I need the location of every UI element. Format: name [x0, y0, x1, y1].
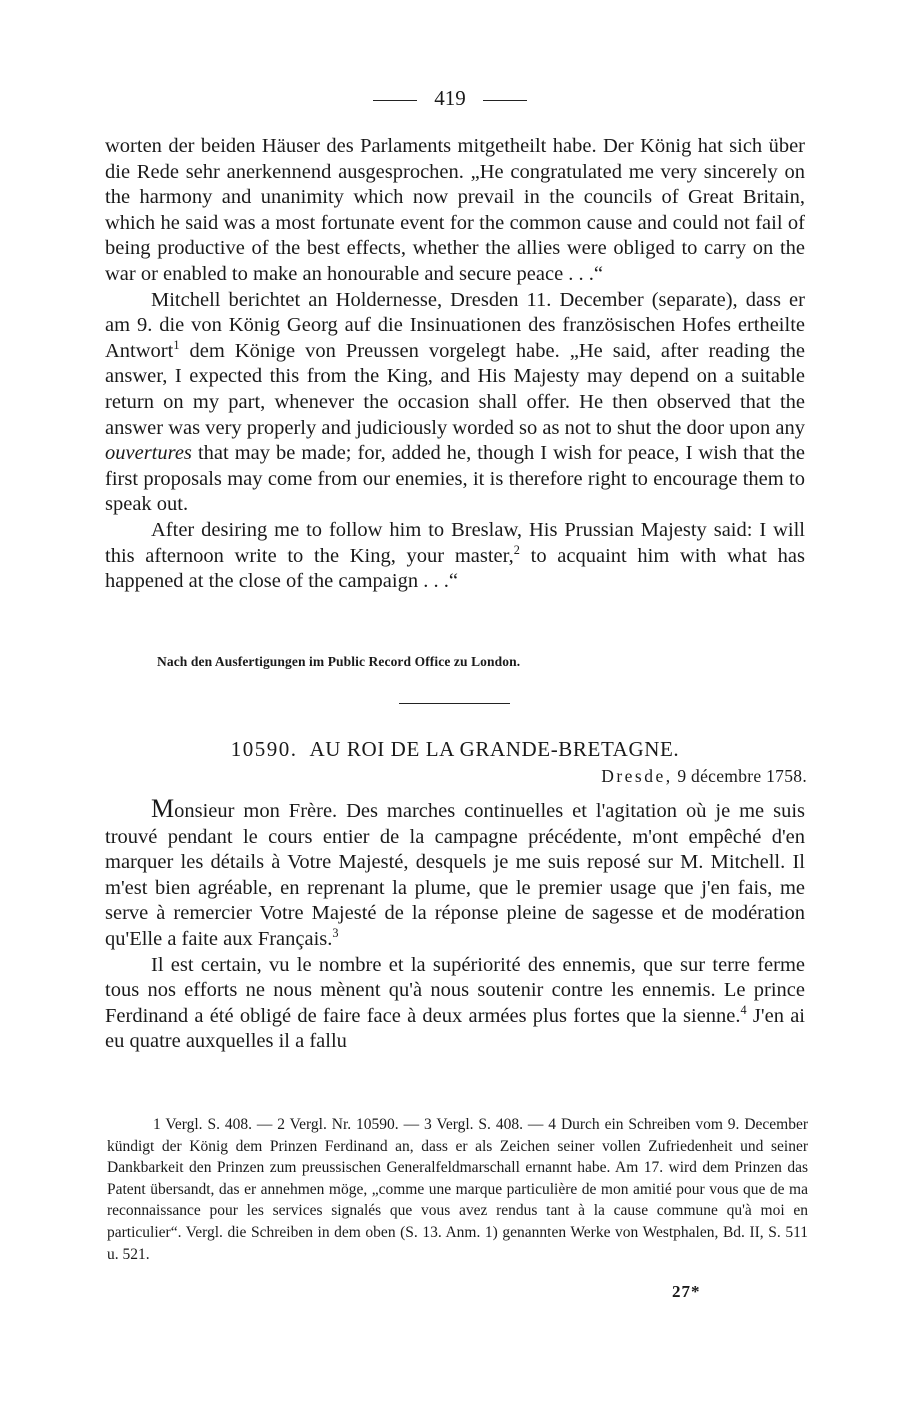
paragraph: Il est certain, vu le nombre et la supériorité des ennemis, que sur terre ferme tous nos efforts ne nous mènent qu'à nous soutenir contre les ennemis. Le prince Ferdinand a été obligé de faire face à deux armées plus fortes que la sienne.$^4$ J'en ai eu quatre auxquelles il a fallu — [105, 953, 805, 1053]
initial-letter: M — [151, 794, 175, 823]
page-number: 419 — [434, 86, 466, 110]
footnote-ref: 4 — [740, 1002, 747, 1017]
footnote-text: 1 Vergl. S. 408. — 2 Vergl. Nr. 10590. — 3 Vergl. S. 408. — 4 Durch ein Schreiben vom 9. December kündigt der König dem Prinzen Ferdinand an, dass er als Zeichen seiner vollen Zufriedenheit und seiner Dankbarkeit den Prinzen zum preussischen Generalfeldmarschall ernannt habe. Am 17. wird dem Prinzen das Patent übersandt, das er annehmen möge, „comme une marque particulière de mon amitié pour vous que de ma reconnaissance pour les services signalés que vous avez rendus tant à la cause commune qu'à moi en particulier“. Vergl. die Schreiben in dem oben (S. 13. Anm. 1) genannten Werke von Westphalen, Bd. II, S. 511 u. 521. — [107, 1116, 808, 1263]
italic-term: ouvertures — [105, 442, 192, 465]
footnote-ref: 2 — [513, 542, 520, 557]
paragraph: Mitchell berichtet an Holdernesse, Dresden 11. December (separate), dass er am 9. die von König Georg auf die Insinuationen des französischen Hofes ertheilte Antwort$^1$ dem Könige von Preussen vorgelegt habe. „He said, after reading the answer, I expected this from the King, and His Majesty may depend on a suitable return on my part, whenever the occasion shall offer. He then observed that the answer was very properly and judiciously worded so as not to shut the door upon any ouvertures that may be made; for, added he, though I wish for peace, I wish that the first proposals may come from our enemies, it is therefore right to encourage them to speak out. — [105, 288, 805, 516]
paragraph: After desiring me to follow him to Breslaw, His Prussian Majesty said: I will this afternoon write to the King, your master,$^2$ to acquaint him with what has happened at the close of the campaign . . .“ — [105, 518, 805, 593]
letter-heading — [0, 737, 900, 762]
footnote-ref: 1 — [173, 337, 180, 352]
page-header — [0, 86, 900, 111]
date: 9 décembre 1758. — [677, 766, 807, 786]
dateline — [601, 766, 807, 787]
letter-text-block — [105, 796, 805, 1055]
date-place: Dresde, — [601, 766, 673, 786]
report-text-block — [105, 134, 805, 595]
letter-number: 10590. — [230, 737, 298, 761]
source-note: Nach den Ausfertigungen im Public Record Office zu London. — [157, 654, 521, 669]
footnotes — [107, 1114, 808, 1265]
letter-title: AU ROI DE LA GRANDE-BRETAGNE. — [309, 737, 680, 761]
paragraph: Monsieur mon Frère. Des marches continuelles et l'agitation où je me suis trouvé pendant le cours entier de la campagne précédente, m'ont empêché d'en marquer les détails à Votre Majesté, desquels je me suis reposé sur M. Mitchell. Il m'est bien agréable, en reprenant la plume, que le premier usage que j'en fais, me serve à remercier Votre Majesté de la réponse pleine de sagesse et de modération qu'Elle a faite aux Français.$^3$ — [105, 794, 805, 950]
section-divider — [399, 703, 510, 704]
paragraph: worten der beiden Häuser des Parlaments mitgetheilt habe. Der König hat sich über die Rede sehr anerkennend ausgesprochen. „He congratulated me very sincerely on the harmony and unanimity which now prevail in the councils of Great Britain, which he said was a most fortunate event for the common cause and could not fail of being productive of the best effects, whether the allies were obliged to carry on the war or enabled to make an honourable and secure peace . . .“ — [105, 135, 805, 285]
signature-mark: 27* — [672, 1282, 701, 1301]
header-rule-right — [483, 100, 527, 101]
header-rule-left — [373, 100, 417, 101]
footnote-ref: 3 — [332, 926, 339, 941]
